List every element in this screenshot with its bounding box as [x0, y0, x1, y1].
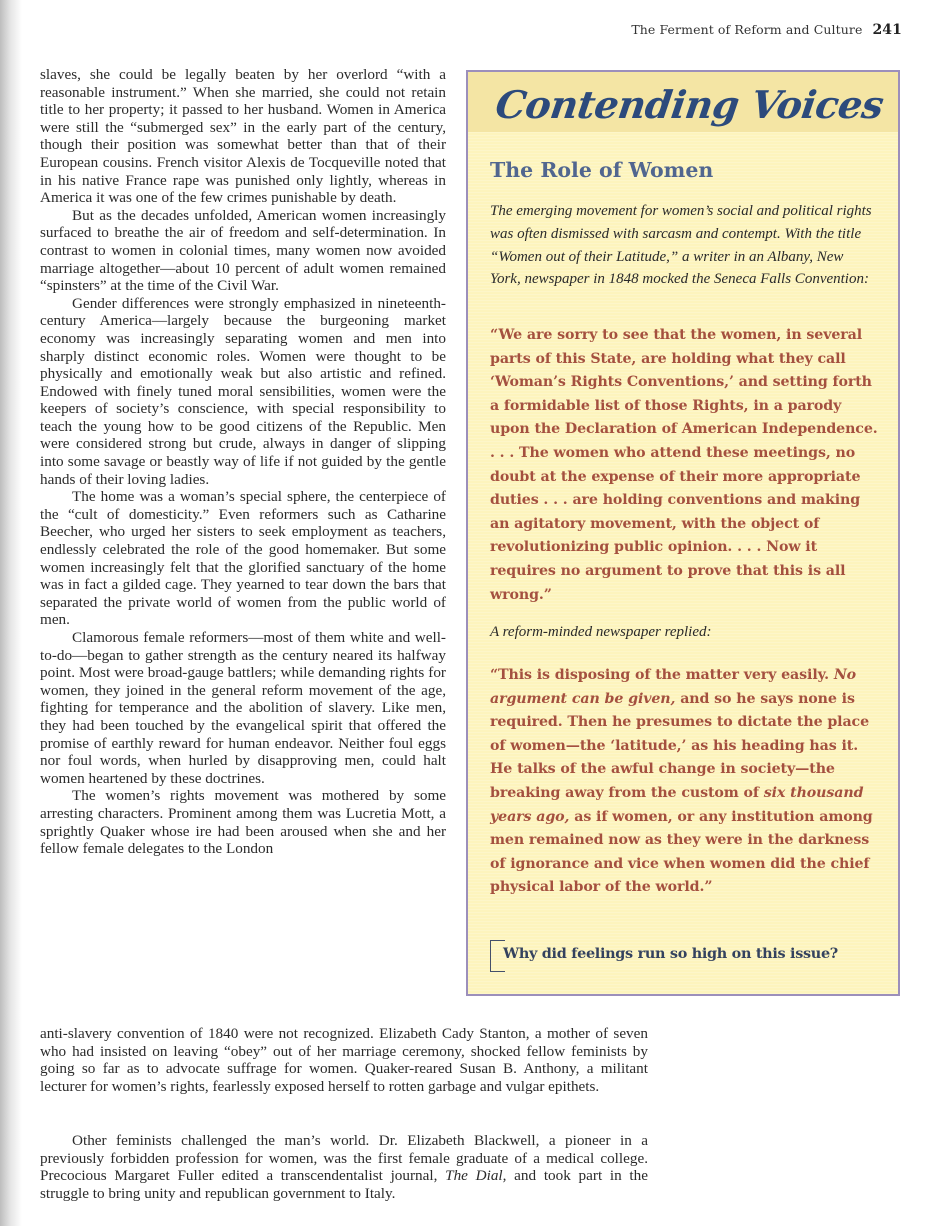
paragraph-text: Other feminists challenged the man’s world. Dr. Elizabeth Blackwell, a pioneer in a previously forbidden profession for women, was the first female graduate of a medical college. Precocious Margaret Fuller edited a transcendentalist journal, [40, 1132, 648, 1185]
quote-emphasis: six thousand years ago, [490, 784, 864, 825]
paragraph: The women’s rights movement was mothered by some arresting characters. Prominent among them was Lucretia Mott, a sprightly Quaker whose ire had been aroused when she and her fellow female delegates to the London [40, 787, 446, 858]
question-text: Why did feelings run so high on this issue? [503, 945, 838, 962]
chapter-title: The Ferment of Reform and Culture [631, 22, 863, 37]
quote-text: and so he says none is required. Then he presumes to dictate the place of women—the ‘latitude,’ as his heading has it. He talks of the awful change in society—the breaking away from the custom of [490, 690, 870, 801]
page-number: 241 [872, 22, 902, 38]
sidebar-intro: The emerging movement for women’s social and political rights was often dismissed with sarcasm and contempt. With the title “Women out of their Latitude,” a writer in an Albany, New York, newspaper in 1848 mocked the Seneca Falls Convention: [490, 203, 872, 288]
quote-emphasis: No argument can be given, [490, 667, 857, 707]
paragraph: But as the decades unfolded, American women increasingly surfaced to breathe the air of freedom and self-determination. In contrast to women in colonial times, many women now avoided marriage altogether—about 10 percent of adult women remained “spinsters” at the time of the Civil War. [40, 206, 446, 295]
running-head [631, 22, 902, 38]
paragraph: slaves, she could be legally beaten by her overlord “with a reasonable instrument.” When she married, she could not retain title to her property; it passed to her husband. Women in America were still the “submerged sex” in the early part of the century, though their position was somewhat better than that of their European cousins. French visitor Alexis de Tocqueville noted that in his native France rape was punished only lightly, whereas in America it was one of the few crimes punishable by death. [40, 66, 446, 207]
paragraph-text: and took part in the struggle to bring unity and republican government to Italy. [40, 1167, 648, 1202]
full-width-text [40, 1132, 648, 1202]
sidebar-topic: The Role of Women [490, 158, 714, 182]
quote-text: “This is disposing of the matter very easily. [490, 667, 829, 683]
paragraph-continuation: anti-slavery convention of 1840 were not recognized. Elizabeth Cady Stanton, a mother of seven who had insisted on leaving “obey” out of her marriage ceremony, shocked fellow feminists by going so far as to advocate suffrage for women. Quaker-reared Susan B. Anthony, a militant lecturer for women’s rights, fearlessly exposed herself to rotten garbage and vulgar epithets. [40, 1025, 648, 1095]
paragraph: Gender differences were strongly emphasized in nineteenth-century America—largely because the burgeoning market economy was increasingly separating women and men into sharply distinct economic roles. Women were thought to be physically and emotionally weak but also artistic and refined. Endowed with finely tuned moral sensibilities, women were the keepers of society’s conscience, with special responsibility to teach the young how to be good citizens of the Republic. Men were considered strong but crude, always in danger of slipping into some savage or beastly way of life if not guided by the gentle hands of their loving ladies. [40, 294, 446, 488]
main-text-column [40, 66, 446, 858]
journal-title: The Dial, [445, 1167, 507, 1185]
paragraph [40, 1132, 648, 1202]
reply-lead: A reform-minded newspaper replied: [490, 624, 712, 640]
quote-text: as if women, or any institution among men remained now as they were in the darkness of ignorance and vice when women did the chief physical labor of the world.” [490, 808, 873, 896]
feature-title: Contending Voices [492, 82, 887, 127]
full-width-text [40, 1025, 648, 1095]
paragraph: The home was a woman’s special sphere, the centerpiece of the “cult of domesticity.” Even reformers such as Catharine Beecher, who urged her sisters to seek employment as teachers, endlessly celebrated the role of the good homemaker. But some women increasingly felt that the glorified sanctuary of the home was in fact a gilded cage. They yearned to tear down the bars that separated the private world of women from the public world of men. [40, 488, 446, 629]
page-gutter-shadow [0, 0, 22, 1226]
quote-albany-newspaper: “We are sorry to see that the women, in several parts of this State, are holding what they call ‘Woman’s Rights Conventions,’ and setting forth a formidable list of those Rights, in a parody upon the Declaration of American Independence. . . . The women who attend these meetings, no doubt at the expense of their more appropriate duties . . . are holding conventions and making an agitatory movement, with the object of revolutionizing public opinion. . . . Now it requires no argument to prove that this is all wrong.” [490, 327, 878, 603]
paragraph: Clamorous female reformers—most of them white and well-to-do—began to gather strength as the century neared its halfway point. Most were broad-gauge battlers; while demanding rights for women, they joined in the general reform movement of the age, fighting for temperance and the abolition of slavery. Like men, they had been touched by the evangelical spirit that offered the promise of earthly reward for human endeavor. Neither foul eggs nor foul words, when hurled by disapproving men, could halt women heartened by these doctrines. [40, 629, 446, 787]
discussion-question [490, 940, 838, 972]
contending-voices-sidebar [466, 70, 900, 996]
quote-reform-newspaper [490, 664, 880, 900]
